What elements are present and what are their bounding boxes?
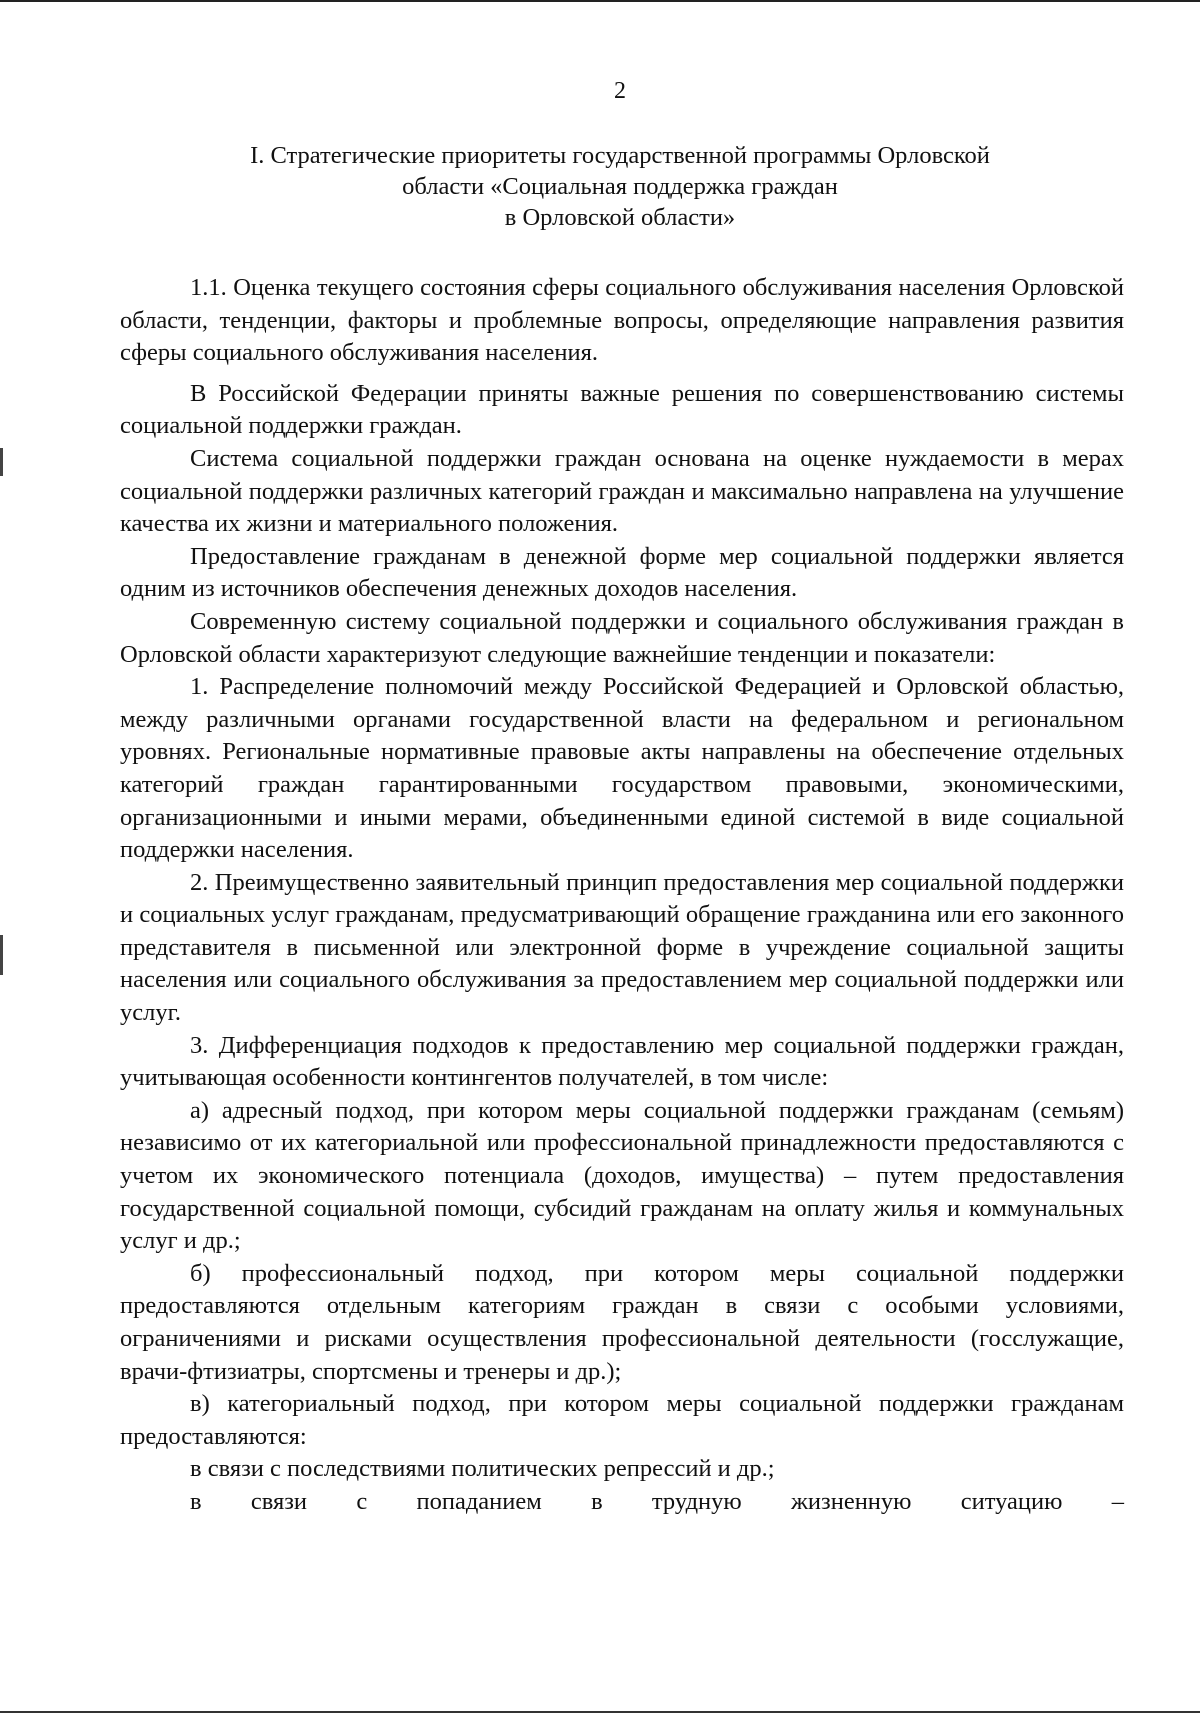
section-title-line: области «Социальная поддержка граждан: [402, 173, 838, 200]
list-item-paragraph: 3. Дифференциация подходов к предоставлению мер социальной поддержки граждан, учитывающая особенности контингентов получателей, в том числе:: [120, 1031, 1124, 1092]
section-title: [120, 140, 1120, 233]
section-title-line: в Орловской области»: [504, 204, 736, 231]
subsection-heading: 1.1. Оценка текущего состояния сферы социального обслуживания населения Орловской области, тенденции, факторы и проблемные вопросы, определяющие направления развития сферы социального обслуживания населения.: [120, 274, 1124, 367]
sub-list-item-paragraph: в) категориальный подход, при котором меры социальной поддержки гражданам предоставляются:: [120, 1390, 1124, 1450]
scan-top-border: [0, 0, 1200, 2]
paragraph: В Российской Федерации приняты важные решения по совершенствованию системы социальной поддержки граждан.: [120, 379, 1124, 440]
sub-list-item-paragraph: б) профессиональный подход, при котором меры социальной поддержки предоставляются отдельным категориям граждан в связи с особыми условиями, ограничениями и рисками осуществления профессиональной деятельности (госслужащие, врачи-фтизиатры, спортсмены и тренеры и др.);: [120, 1259, 1124, 1385]
list-item-paragraph: 1. Распределение полномочий между Российской Федерацией и Орловской областью, между различными органами государственной власти на федеральном и региональном уровнях. Региональные нормативные правовые акты направлены на обеспечение отдельных категорий граждан гарантированными государством правовыми, экономическими, организационными и иными мерами, объединенными единой системой в виде социальной поддержки населения.: [120, 673, 1124, 864]
document-body: [120, 272, 1124, 1519]
sub-list-item-paragraph: а) адресный подход, при котором меры социальной поддержки гражданам (семьям) независимо от их категориальной или профессиональной принадлежности предоставляются с учетом их экономического потенциала (доходов, имущества) – путем предоставления государственной социальной помощи, субсидий гражданам на оплату жилья и коммунальных услуг и др.;: [120, 1096, 1124, 1255]
section-title-line: I. Стратегические приоритеты государственной программы Орловской: [250, 142, 990, 169]
scan-bottom-border: [0, 1711, 1200, 1713]
paragraph: Система социальной поддержки граждан основана на оценке нуждаемости в мерах социальной поддержки различных категорий граждан и максимально направлена на улучшение качества их жизни и материального положения.: [120, 444, 1124, 538]
scan-edge-mark: [0, 448, 3, 476]
paragraph: в связи с попаданием в трудную жизненную ситуацию –: [190, 1487, 1124, 1515]
paragraph: в связи с последствиями политических репрессий и др.;: [190, 1455, 775, 1483]
scan-edge-mark: [0, 935, 3, 975]
list-item-paragraph: 2. Преимущественно заявительный принцип предоставления мер социальной поддержки и социальных услуг гражданам, предусматривающий обращение гражданина или его законного представителя в письменной или электронной форме в учреждение социальной защиты населения или социального обслуживания за предоставлением мер социальной поддержки или услуг.: [120, 868, 1124, 1027]
paragraph: Предоставление гражданам в денежной форме мер социальной поддержки является одним из источников обеспечения денежных доходов населения.: [120, 542, 1124, 603]
page-number: 2: [614, 78, 626, 104]
paragraph: Современную систему социальной поддержки и социального обслуживания граждан в Орловской области характеризуют следующие важнейшие тенденции и показатели:: [120, 607, 1124, 668]
